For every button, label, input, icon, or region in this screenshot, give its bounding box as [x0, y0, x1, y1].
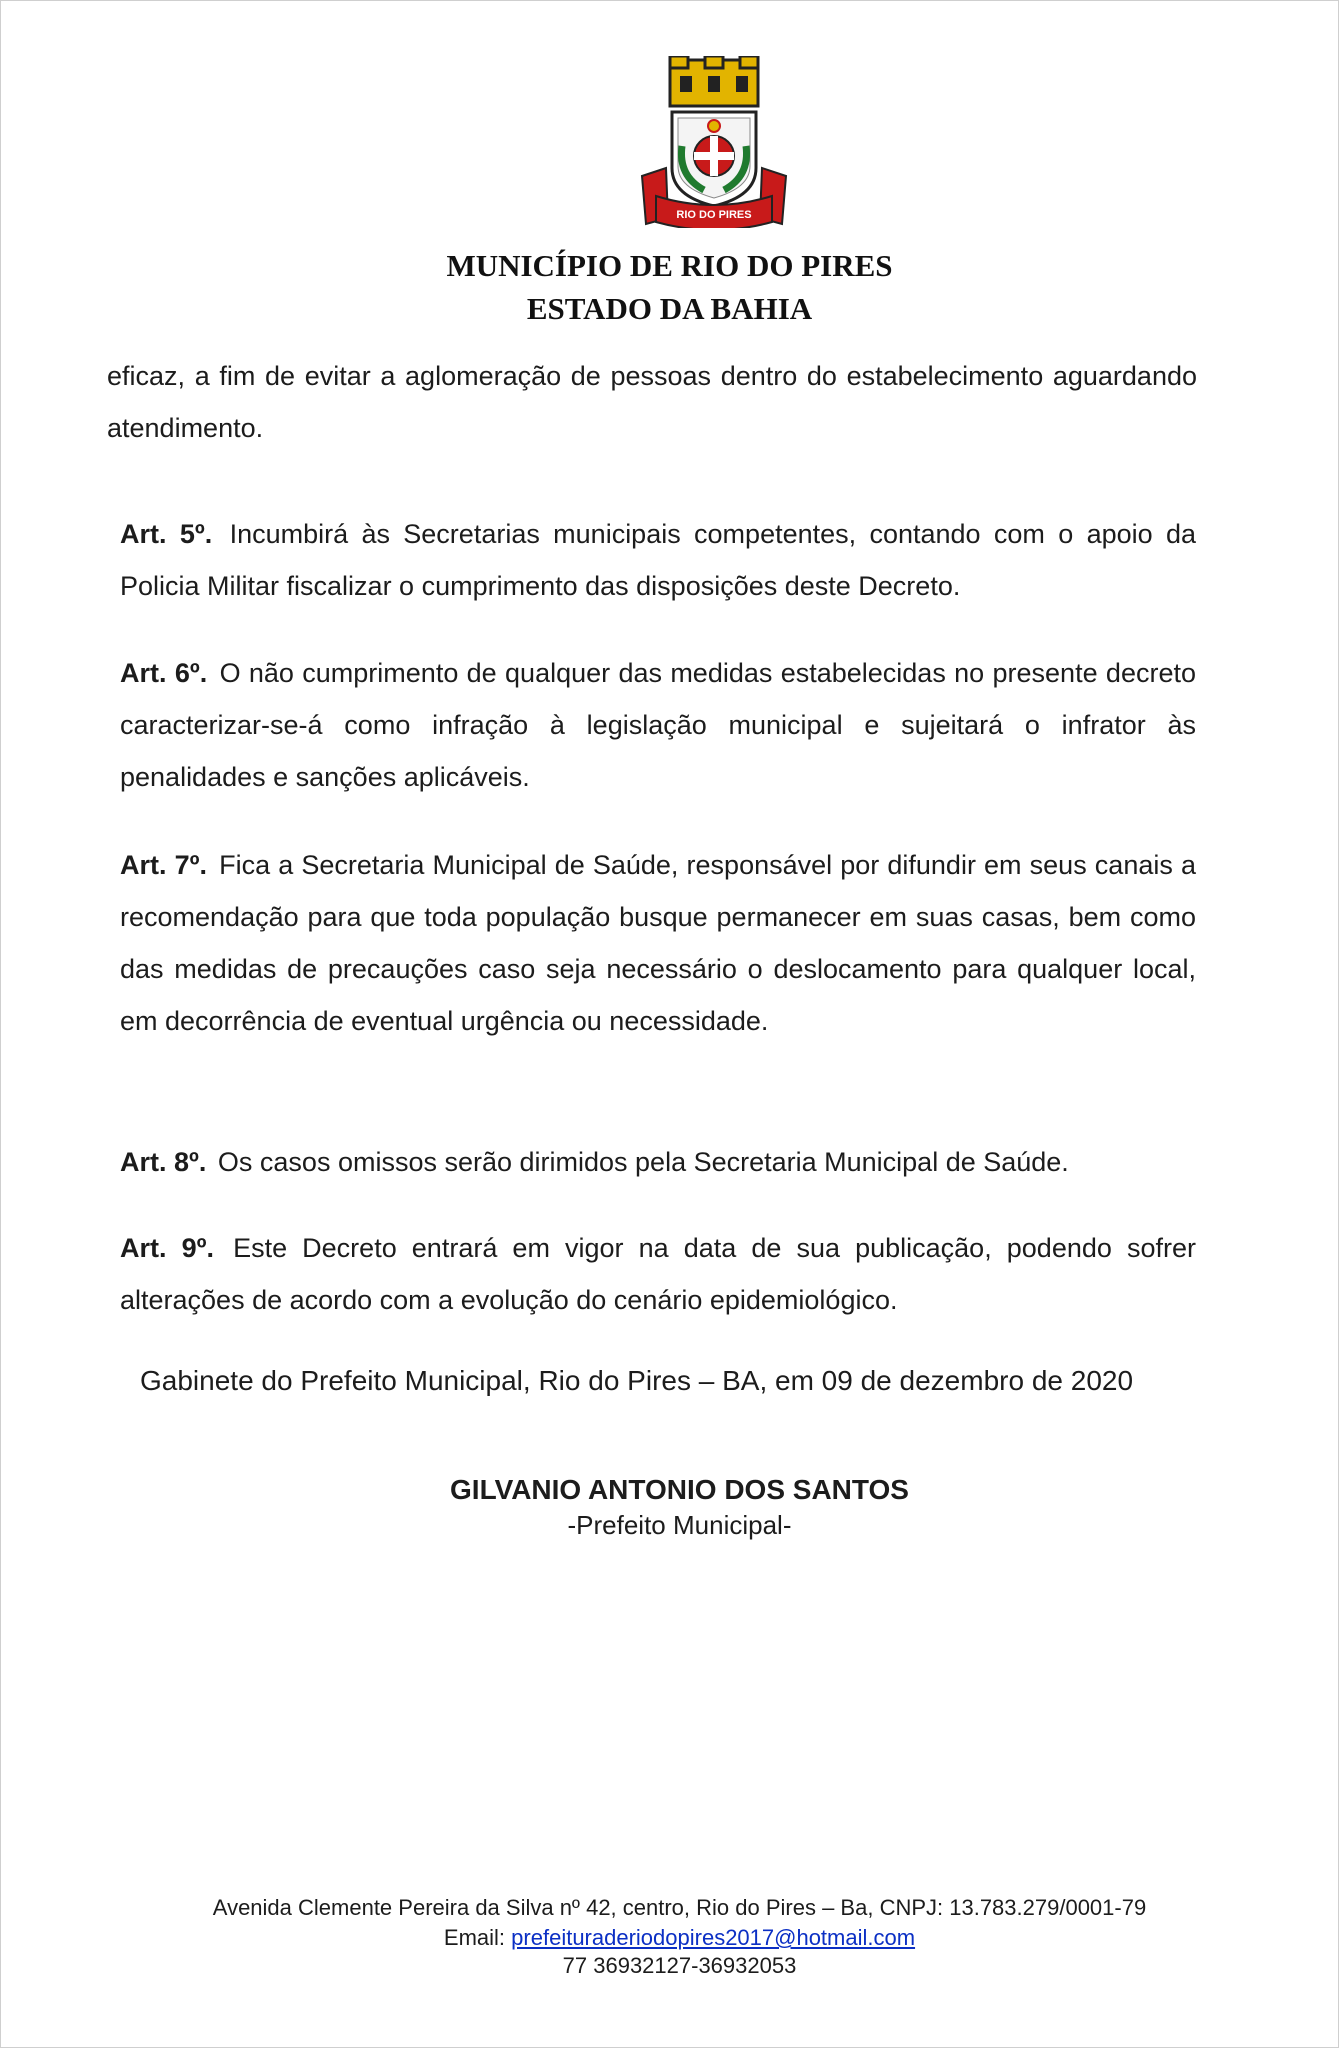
signer-role: -Prefeito Municipal- [567, 1510, 792, 1540]
municipality-title: MUNICÍPIO DE RIO DO PIRES [446, 248, 893, 283]
crown-icon [670, 56, 758, 106]
article-text: Fica a Secretaria Municipal de Saúde, responsável por difundir em seus canais a recomendação para que toda população busque permanecer em suas casas, bem como das medidas de precauções caso seja necessário o deslocamento para qualquer local, em decorrência de eventual urgência ou necessidade. [120, 850, 1196, 1036]
footer-phones: 77 36932127-36932053 [562, 1953, 797, 1978]
article-6 [120, 647, 1196, 803]
article-5 [120, 508, 1196, 612]
article-text: Este Decreto entrará em vigor na data de sua publicação, podendo sofrer alterações de acordo com a evolução do cenário epidemiológico. [120, 1233, 1196, 1315]
article-8 [120, 1136, 1196, 1188]
article-7 [120, 839, 1196, 1047]
article-label: Art. 7º. [120, 850, 207, 880]
article-text: O não cumprimento de qualquer das medidas estabelecidas no presente decreto caracterizar-se-á como infração à legislação municipal e sujeitará o infrator às penalidades e sanções aplicáveis. [120, 658, 1196, 792]
footer-email-label: Email: [443, 1925, 512, 1950]
article-label: Art. 5º. [120, 519, 213, 549]
shield-icon [672, 112, 756, 206]
signer-name: GILVANIO ANTONIO DOS SANTOS [450, 1474, 909, 1505]
crest-ribbon-text: RIO DO PIRES [676, 209, 752, 221]
email-link[interactable]: prefeituraderiodopires2017@hotmail.com [511, 1925, 916, 1950]
article-label: Art. 8º. [120, 1147, 207, 1177]
article-9 [120, 1222, 1196, 1326]
intro-text: eficaz, a fim de evitar a aglomeração de pessoas dentro do estabelecimento aguardando atendimento. [107, 361, 1197, 443]
article-label: Art. 9º. [120, 1233, 214, 1263]
intro-paragraph [107, 350, 1197, 454]
municipal-crest-logo [638, 56, 790, 228]
state-title: ESTADO DA BAHIA [526, 291, 813, 326]
footer-address: Avenida Clemente Pereira da Silva nº 42, centro, Rio do Pires – Ba, CNPJ: 13.783.279/0001-79 [212, 1895, 1147, 1920]
place-and-date: Gabinete do Prefeito Municipal, Rio do Pires – BA, em 09 de dezembro de 2020 [140, 1365, 1134, 1396]
article-text: Incumbirá às Secretarias municipais competentes, contando com o apoio da Policia Militar fiscalizar o cumprimento das disposições deste Decreto. [120, 519, 1196, 601]
article-text: Os casos omissos serão dirimidos pela Secretaria Municipal de Saúde. [217, 1147, 1069, 1177]
article-label: Art. 6º. [120, 658, 208, 688]
footer-email-line [0, 1925, 1339, 1951]
